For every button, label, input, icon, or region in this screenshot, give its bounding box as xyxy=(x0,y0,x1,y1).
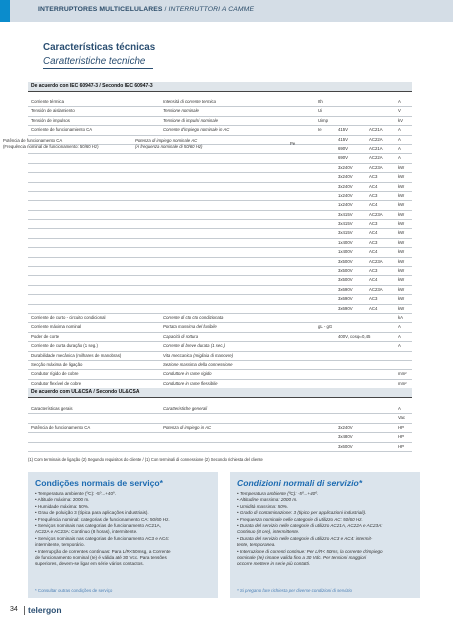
table-cell: Corrente di cto cto condizionata xyxy=(163,314,224,320)
list-item: • Frequenza nominale nelle categorie di utilizzo AC: 50/60 Hz. xyxy=(237,516,363,522)
table-cell: AC3 xyxy=(369,268,378,274)
table-row xyxy=(28,333,412,342)
table-cell: AC4 xyxy=(369,249,378,255)
table-cell: 3x240V xyxy=(338,174,353,180)
table-row xyxy=(28,211,412,220)
table-cell: Condutor rígido de cobre xyxy=(31,371,79,377)
table-cell: 3x415V xyxy=(338,221,353,227)
table-row xyxy=(28,258,412,267)
list-item: • Humidade máxima: 50%. xyxy=(35,503,90,509)
list-item: • Interruzione di correnti continue: Per L/R< 50ms, la corrente d'impiego xyxy=(237,548,383,554)
table-row xyxy=(28,98,412,107)
table-cell: Secção máxima de ligação xyxy=(31,361,83,367)
table-row xyxy=(28,164,412,173)
table-cell: AC3 xyxy=(369,239,378,245)
table-cell: 400V, cosφ=0,45 xyxy=(338,333,371,339)
table-cell: kW xyxy=(398,230,405,236)
table-cell: A xyxy=(398,333,401,339)
table-cell: kW xyxy=(398,211,405,217)
table-cell: Ith xyxy=(318,99,323,104)
table-cell: 1x400V xyxy=(338,239,353,245)
table-cell: 3x500V xyxy=(338,277,353,283)
table-cell: A xyxy=(398,99,401,104)
service-conditions-it xyxy=(230,472,420,598)
table-cell: Uimp xyxy=(318,117,329,123)
table-cell: Durabilidade mecânica (milhares de manobras) xyxy=(31,352,122,358)
list-item: • Serviços nominais nas categorias de funcionamento AC21A, xyxy=(35,523,161,529)
list-item: superiores, devem-se ligar em série vários contactos. xyxy=(35,561,144,567)
table-cell: Caratteristiche generali xyxy=(163,406,208,411)
table-cell: 415V xyxy=(338,127,349,133)
page-title-es: Características técnicas xyxy=(43,42,156,53)
table-cell: AC21A xyxy=(369,127,383,133)
service-conditions-list-it xyxy=(237,491,383,568)
list-item: • Durata del servizio nelle categorie di utilizzo AC21A, AC22A e AC23A: xyxy=(237,523,383,529)
list-item: • Durata del servizio nelle categorie di utilizzo AC3 e AC4: intermit- xyxy=(237,535,373,541)
table-cell: 1x400V xyxy=(338,249,353,255)
list-item: de funcionamento nominal (Ie) é válida até 30 Vcc. Para tensões xyxy=(35,555,167,561)
list-item: Continuo (8 ore), intermittente. xyxy=(237,529,300,535)
table-cell: AC3 xyxy=(369,192,378,198)
table-cell: kW xyxy=(398,239,405,245)
table-cell: AC22A xyxy=(369,155,383,161)
table-cell: Ui xyxy=(318,108,323,114)
table-cell: kW xyxy=(398,192,405,198)
table-cell: 3x690V xyxy=(338,286,353,292)
table-row xyxy=(28,183,412,192)
section-ul-label: De acuerdo com UL&CSA / Secondo UL&CSA xyxy=(31,389,140,395)
table-cell: kA xyxy=(398,314,404,320)
table-row xyxy=(28,352,412,361)
table-row xyxy=(28,192,412,201)
table-row xyxy=(28,229,412,238)
table-cell: 3x600V xyxy=(338,443,353,449)
list-item: • Frequência nominal: categorias de funcionamento CA: 50/60 Hz. xyxy=(35,516,170,522)
table-row xyxy=(28,342,412,351)
list-item: tente, temporanea. xyxy=(237,542,276,548)
table-cell: Características gerais xyxy=(31,406,73,411)
table-cell: 3x240V xyxy=(338,424,353,430)
service-conditions-title-it: Condizioni normali di servizio* xyxy=(237,478,363,488)
table-cell: AC23A xyxy=(369,258,383,264)
table-cell: A xyxy=(398,343,401,349)
header-accent xyxy=(0,0,10,22)
table-cell: Tensión de aislamiento xyxy=(31,108,75,114)
table-cell: kW xyxy=(398,164,405,170)
table-cell: Potenza di impiego in AC xyxy=(163,424,212,430)
service-conditions-note-it: * Si pregano fare richiesta per diverse condizioni di servizio xyxy=(237,588,352,593)
table-cell: Tensione di impulsi nominale xyxy=(163,117,219,123)
table-cell: Condutor flexível de cobre xyxy=(31,380,82,386)
section-iec-header xyxy=(28,82,412,92)
table-row xyxy=(28,173,412,182)
table-cell: 415V xyxy=(338,136,349,142)
table-cell: AC3 xyxy=(369,174,378,180)
pole-power-symbol: Pe xyxy=(290,140,296,146)
list-item: • Altitude máxima: 2000 m. xyxy=(35,497,90,503)
table-cell: kW xyxy=(398,296,405,302)
table-cell: kW xyxy=(398,286,405,292)
table-cell: A xyxy=(398,155,401,161)
table-cell: kW xyxy=(398,221,405,227)
table-cell: A xyxy=(398,324,401,330)
table-cell: kW xyxy=(398,174,405,180)
table-row xyxy=(28,433,412,442)
table-cell: 3x415V xyxy=(338,230,353,236)
table-row xyxy=(28,443,412,452)
table-row xyxy=(28,276,412,285)
table-cell: AC4 xyxy=(369,230,378,236)
table-cell: AC4 xyxy=(369,183,378,189)
table-cell: kW xyxy=(398,277,405,283)
table-cell: kW xyxy=(398,258,405,264)
table-row xyxy=(28,126,412,135)
table-cell: AC4 xyxy=(369,202,378,208)
pole-power-label-it: Potenza di impiego nominale AC (A frequenza nominale di 50/60 Hz) xyxy=(135,137,203,149)
pole-power-label-es: Potência de funcionamento CA (Frequência nominal de funcionamento: 50/60 Hz) xyxy=(3,137,99,149)
table-row xyxy=(28,117,412,126)
service-conditions-title-es: Condições normais de serviço* xyxy=(35,478,163,488)
table-cell: AC3 xyxy=(369,221,378,227)
table-cell: Tensione nominale xyxy=(163,108,199,114)
table-cell: AC4 xyxy=(369,305,378,311)
table-cell: A xyxy=(398,406,401,411)
page-title-it: Caratteristiche tecniche xyxy=(43,56,146,67)
page-number: 34 xyxy=(10,606,18,613)
table-cell: Capacità di rottura xyxy=(163,333,199,339)
table-cell: AC23A xyxy=(369,211,383,217)
list-item: • Umidità massima: 50%. xyxy=(237,503,289,509)
table-row xyxy=(28,370,412,379)
table-cell: gL - gG xyxy=(318,324,333,330)
table-cell: Intensità di corrente termica xyxy=(163,99,217,104)
list-item: occorre mettere in serie più contatti. xyxy=(237,561,311,567)
table-cell: AC4 xyxy=(369,277,378,283)
list-item: nominale (Ie) rimane valida fino a 30 Vdc. Per tensioni maggiori xyxy=(237,555,367,561)
list-item: intermitente, temporário. xyxy=(35,542,85,548)
table-cell: kW xyxy=(398,268,405,274)
table-cell: kW xyxy=(398,202,405,208)
table-cell: Corrente di breve durata (1 sec.) xyxy=(163,343,226,349)
service-conditions-list-es xyxy=(35,491,171,568)
table-cell: 3x415V xyxy=(338,211,353,217)
table-cell: 3x500V xyxy=(338,258,353,264)
table-cell: Corriente de funcionamiento CA xyxy=(31,127,93,133)
table-row xyxy=(28,154,412,163)
table-cell: V xyxy=(398,108,401,114)
table-cell: A xyxy=(398,145,401,151)
service-conditions-es xyxy=(28,472,218,598)
table-cell: Vita meccanica (migliaia di manovre) xyxy=(163,352,234,358)
ul-spec-table xyxy=(28,405,412,452)
table-cell: A xyxy=(398,127,401,133)
table-cell: HP xyxy=(398,434,404,440)
footnote: (1) Com terminais de ligação (2) Segundo requisitos do cliente / (1) Con terminali di connessione (2) Secondo richiesta del cliente xyxy=(28,457,263,462)
brand-logo: telergon xyxy=(28,605,62,615)
table-cell: Corriente de curta duração (1 seg.) xyxy=(31,343,98,349)
page-header xyxy=(0,0,453,22)
table-cell: mm² xyxy=(398,380,407,386)
table-row xyxy=(28,220,412,229)
table-cell: 3x500V xyxy=(338,268,353,274)
table-row xyxy=(28,248,412,257)
footer-divider xyxy=(24,606,25,615)
table-row xyxy=(28,239,412,248)
table-cell: A xyxy=(398,136,401,142)
table-cell: Corrente d'impiego nominale in AC xyxy=(163,127,230,133)
table-cell: 690V xyxy=(338,145,349,151)
table-cell: Vac xyxy=(398,415,406,421)
list-item: • Altitudine massima: 2000 m. xyxy=(237,497,298,503)
section-iec-label: De acuerdo con IEC 60947-3 / Secondo IEC 60947-3 xyxy=(31,83,153,89)
table-row xyxy=(28,323,412,332)
header-title: INTERRUPTORES MULTICELULARES / INTERRUTTORI A CAMME xyxy=(38,6,255,13)
table-cell: 690V xyxy=(338,155,349,161)
table-cell: HP xyxy=(398,443,404,449)
table-cell: kW xyxy=(398,249,405,255)
table-row xyxy=(28,201,412,210)
table-row xyxy=(28,267,412,276)
title-divider xyxy=(43,68,153,69)
table-cell: AC21A xyxy=(369,145,383,151)
section-ul-header xyxy=(28,388,412,398)
list-item: • Temperatura ambiente (ºC): -5º...+40º. xyxy=(35,491,116,496)
table-cell: 1x240V xyxy=(338,202,353,208)
table-cell: 3x690V xyxy=(338,296,353,302)
table-row xyxy=(28,424,412,433)
table-cell: AC22A xyxy=(369,136,383,142)
table-cell: Poder de corte xyxy=(31,333,60,339)
list-item: • Grau de poluição 3 (típica para aplicações industriais). xyxy=(35,510,149,516)
table-cell: kV xyxy=(398,117,404,123)
table-cell: Tensión de impulsos xyxy=(31,117,70,123)
table-row xyxy=(28,107,412,116)
table-row xyxy=(28,414,412,423)
table-cell: Conduttore in rame flessibile xyxy=(163,380,218,386)
table-row xyxy=(28,295,412,304)
table-cell: 3x690V xyxy=(338,305,353,311)
table-cell: AC23A xyxy=(369,164,383,170)
service-conditions-note-es: * Consultar outras condições de serviço xyxy=(35,588,113,593)
table-row xyxy=(28,286,412,295)
list-item: • Grado di contaminazione: 3 (tipico per applicazioni industriali). xyxy=(237,510,367,516)
list-item: • Interrupção de correntes contínuas: Para L/R<50msg, a Corrente xyxy=(35,548,171,554)
table-cell: AC23A xyxy=(369,286,383,292)
table-cell: kW xyxy=(398,305,405,311)
table-cell: Potência de funcionamento CA xyxy=(31,424,91,430)
table-cell: 3x240V xyxy=(338,164,353,170)
table-cell: 3x240V xyxy=(338,183,353,189)
table-cell: Corriente de curto - circuito condicional xyxy=(31,314,106,320)
table-row xyxy=(28,405,412,414)
table-row xyxy=(28,361,412,370)
list-item: • Temperatura ambiente (ºC): -5º...+40º. xyxy=(237,491,319,496)
table-cell: kW xyxy=(398,183,405,189)
table-cell: Corriente térmica xyxy=(31,99,64,104)
table-cell: Corriente máxima nominal xyxy=(31,324,82,330)
table-cell: Portata massima del fusibile xyxy=(163,324,217,330)
table-cell: Conduttore in rame rigido xyxy=(163,371,212,377)
table-cell: HP xyxy=(398,424,404,430)
table-cell: 1x240V xyxy=(338,192,353,198)
table-cell: Sezione massima della connessione xyxy=(163,361,233,367)
table-row xyxy=(28,314,412,323)
table-row xyxy=(28,305,412,314)
table-cell: 3x480V xyxy=(338,434,353,440)
list-item: AC22A e AC23A: Contínuo (8 horas), intermitente. xyxy=(35,529,138,535)
list-item: • Serviços nominais nas categorias de funcionamento AC3 e AC4: xyxy=(35,535,170,541)
table-cell: Ie xyxy=(318,127,322,133)
table-cell: mm² xyxy=(398,371,407,377)
table-cell: AC3 xyxy=(369,296,378,302)
